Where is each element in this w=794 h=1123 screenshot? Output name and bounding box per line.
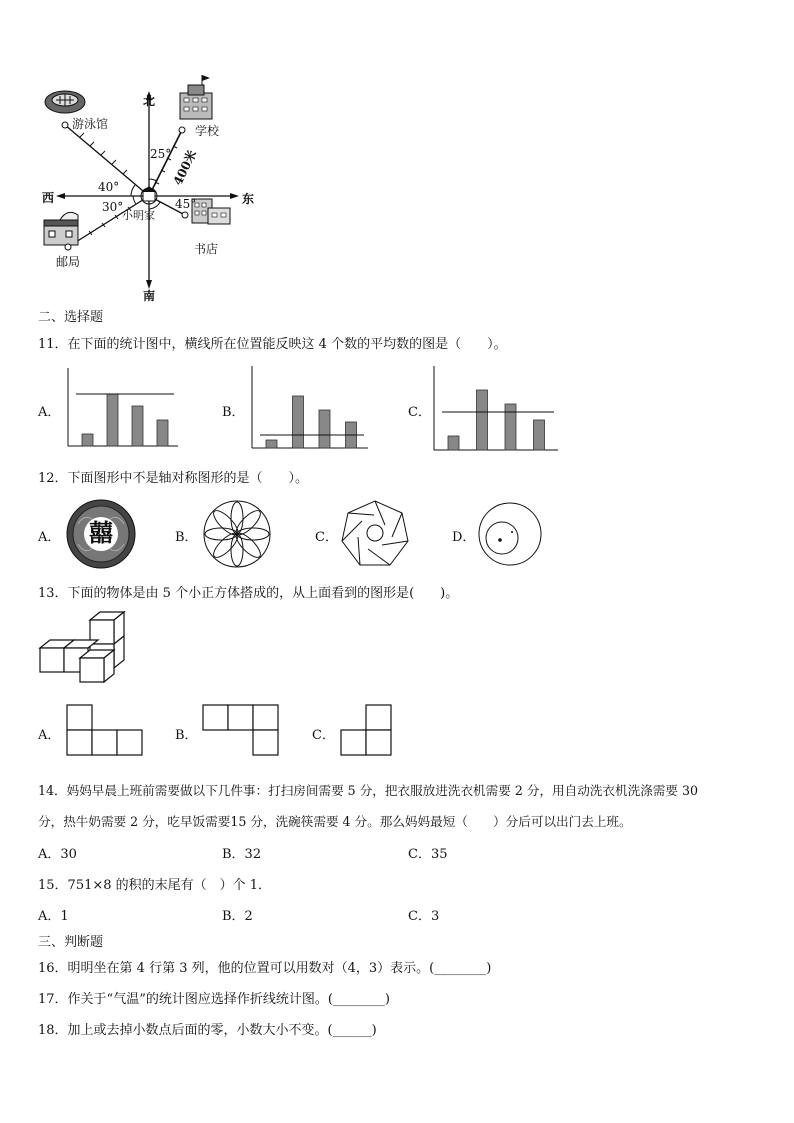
swimming-pool-icon — [45, 91, 85, 113]
pool-label: 游泳馆 — [72, 117, 109, 131]
home-label: 小明家 — [122, 209, 155, 222]
q16-text: 16．明明坐在第 4 行第 3 列，他的位置可以用数对（4，3）表示。(________) — [38, 961, 492, 976]
home-icon — [143, 191, 155, 201]
q11-chart-a — [66, 368, 178, 448]
chart-bar — [293, 396, 304, 448]
q12-text: 12．下面图形中不是轴对称图形的是（ ）。 — [38, 471, 309, 486]
q11-chart-b — [250, 366, 368, 450]
q14-option-b[interactable]: B．32 — [222, 847, 262, 862]
chart-bar — [319, 410, 330, 448]
q13-option-a[interactable]: A． — [38, 728, 61, 743]
q13-option-b[interactable]: B． — [175, 728, 198, 743]
q12-option-c[interactable]: C． — [315, 530, 338, 545]
q15-option-c[interactable]: C．3 — [408, 909, 440, 924]
direction-map — [30, 75, 280, 305]
bookstore-icon — [192, 199, 230, 224]
school-label: 学校 — [195, 124, 220, 138]
q12-figure-d — [478, 502, 544, 568]
q13-figure-c — [340, 704, 394, 756]
angle-25-label: 25° — [150, 147, 172, 161]
q15-option-a[interactable]: A．1 — [38, 909, 69, 924]
north-label: 北 — [143, 94, 156, 108]
east-label: 东 — [242, 192, 255, 206]
post-office-icon — [44, 212, 78, 245]
west-label: 西 — [42, 191, 55, 205]
chart-bar — [266, 440, 277, 448]
chart-bar — [82, 434, 93, 446]
q13-cube-figure — [38, 610, 130, 684]
q11-option-a[interactable]: A． — [38, 405, 61, 420]
post-office-label: 邮局 — [56, 255, 81, 269]
q13-text: 13．下面的物体是由 5 个小正方体搭成的，从上面看到的图形是( )。 — [38, 586, 459, 601]
chart-bar — [107, 394, 118, 446]
double-happiness-symbol: 囍 — [89, 518, 113, 547]
q17-text: 17．作关于“气温”的统计图应选择作折线统计图。(________) — [38, 992, 390, 1007]
q12-option-b[interactable]: B． — [175, 530, 198, 545]
chart-bar — [448, 436, 459, 450]
school-icon — [180, 75, 212, 119]
q12-figure-b — [202, 499, 272, 569]
chart-bar — [505, 404, 516, 450]
q12-option-d[interactable]: D． — [452, 530, 476, 545]
east-arrow-icon — [230, 193, 239, 199]
q11-chart-c — [432, 366, 558, 452]
south-label: 南 — [143, 289, 156, 303]
angle-30-label: 30° — [102, 200, 124, 214]
q14-text-line1: 14．妈妈早晨上班前需要做以下几件事：打扫房间需要 5 分，把衣服放进洗衣机需要 2 分，用自动洗衣机洗涤需要 30 — [38, 783, 698, 798]
angle-45-label: 45° — [175, 197, 197, 211]
q12-figure-a — [66, 499, 136, 569]
angle-40-label: 40° — [98, 180, 120, 194]
q13-figure-a — [66, 704, 144, 756]
bookstore-label: 书店 — [194, 242, 219, 256]
chart-bar — [477, 390, 488, 450]
q14-text-line2: 分，热牛奶需要 2 分，吃早饭需要15 分，洗碗筷需要 4 分。那么妈妈最短（ ）分后可以出门去上班。 — [38, 814, 632, 829]
q11-option-b[interactable]: B． — [222, 405, 245, 420]
chart-bar — [534, 420, 545, 450]
q14-option-a[interactable]: A．30 — [38, 847, 77, 862]
q11-option-c[interactable]: C． — [408, 405, 431, 420]
q15-option-b[interactable]: B．2 — [222, 909, 253, 924]
chart-bar — [157, 420, 168, 446]
q12-option-a[interactable]: A． — [38, 530, 61, 545]
distance-label: 400米 — [170, 147, 200, 188]
q11-text: 11．在下面的统计图中，横线所在位置能反映这 4 个数的平均数的图是（ ）。 — [38, 337, 507, 352]
west-arrow-icon — [56, 193, 65, 199]
q15-text: 15．751×8 的积的末尾有（ ）个 1． — [38, 878, 272, 893]
section-3-title: 三、判断题 — [38, 935, 104, 950]
q18-text: 18．加上或去掉小数点后面的零，小数大小不变。(______) — [38, 1023, 377, 1038]
q14-option-c[interactable]: C．35 — [408, 847, 448, 862]
q12-figure-c — [338, 499, 412, 569]
section-2-title: 二、选择题 — [38, 310, 104, 325]
q13-figure-b — [202, 704, 280, 756]
q13-option-c[interactable]: C． — [312, 728, 335, 743]
chart-bar — [132, 406, 143, 446]
